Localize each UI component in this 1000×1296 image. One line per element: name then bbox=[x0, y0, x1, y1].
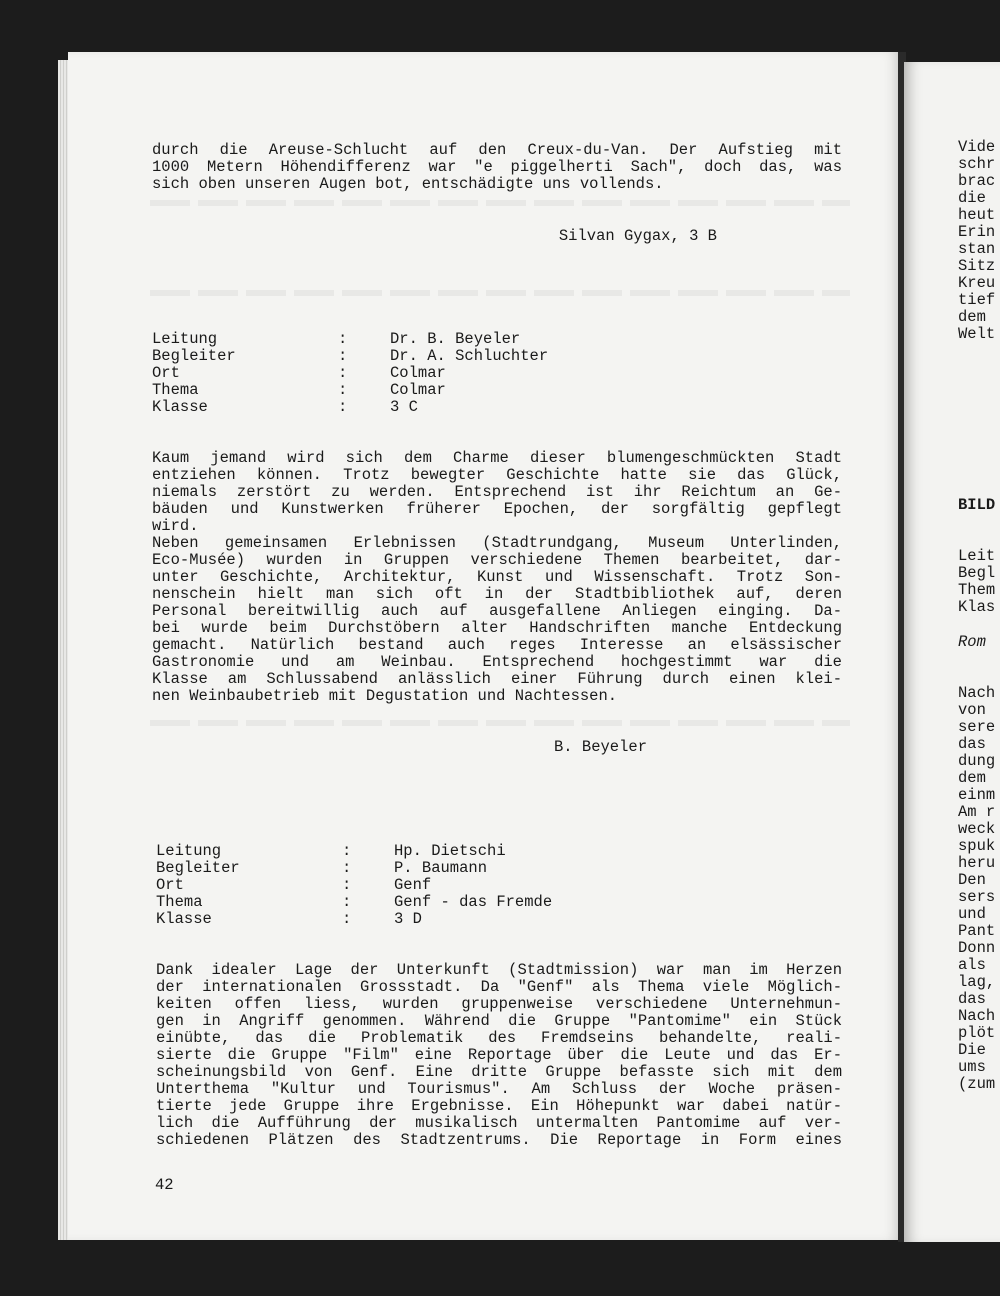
text-line: scheinungsbild von Genf. Eine dritte Gruppe befasste sich mit dem bbox=[156, 1063, 842, 1081]
meta-label: Begleiter bbox=[156, 859, 240, 877]
text-fragment: dem bbox=[958, 769, 986, 787]
text-line: unter Geschichte, Architektur, Kunst und Wissenschaft. Trotz Son- bbox=[152, 568, 842, 586]
text-fragment: Kreu bbox=[958, 274, 996, 292]
text-line: entziehen können. Trotz bewegter Geschichte hatte sie das Glück, bbox=[152, 466, 842, 484]
meta-colon: : bbox=[338, 381, 348, 399]
signature-beyeler bbox=[152, 739, 647, 756]
show-through-texture bbox=[150, 290, 850, 296]
text-line: der internationalen Grossstadt. Da "Genf" als Thema viele Möglich- bbox=[156, 978, 842, 996]
text-line: nenschein hielt man sich oft in der Stadtbibliothek auf, deren bbox=[152, 585, 842, 603]
text-line: einübte, das die Problematik des Fremdseins behandelte, reali- bbox=[156, 1029, 842, 1047]
meta-value: Colmar bbox=[390, 364, 446, 382]
page-number: 42 bbox=[155, 1176, 174, 1194]
intro-paragraph bbox=[152, 142, 842, 193]
text-fragment: dem bbox=[958, 308, 986, 326]
text-fragment: Nach bbox=[958, 1007, 996, 1025]
meta-colon: : bbox=[338, 330, 348, 348]
text-fragment: plöt bbox=[958, 1024, 996, 1042]
text-fragment: Them bbox=[958, 581, 996, 599]
text-line: niemals zerstört zu werden. Entsprechend ist ihr Reichtum an Ge- bbox=[152, 483, 842, 501]
text-line: Gastronomie und am Weinbau. Entsprechend hochgestimmt war die bbox=[152, 653, 842, 671]
text-fragment: schr bbox=[958, 155, 996, 173]
text-fragment: das bbox=[958, 735, 986, 753]
meta-value: Hp. Dietschi bbox=[394, 842, 506, 860]
meta-value: Dr. B. Beyeler bbox=[390, 330, 521, 348]
text-fragment: das bbox=[958, 990, 986, 1008]
text-fragment: tief bbox=[958, 291, 996, 309]
text-fragment: spuk bbox=[958, 837, 996, 855]
meta-label: Ort bbox=[156, 876, 184, 894]
meta-colon: : bbox=[338, 364, 348, 382]
text-line: keiten offen liess, wurden gruppenweise verschiedene Unternehmun- bbox=[156, 995, 842, 1013]
text-fragment: (zum bbox=[958, 1075, 996, 1093]
meta-value: 3 C bbox=[390, 398, 418, 416]
text-fragment: heru bbox=[958, 854, 996, 872]
text-fragment: Begl bbox=[958, 564, 996, 582]
text-fragment: sers bbox=[958, 888, 996, 906]
right-page-meta bbox=[958, 548, 995, 616]
text-line: Personal bereitwillig auch auf ausgefallene Anliegen einging. Da- bbox=[152, 602, 842, 620]
text-fragment: als bbox=[958, 956, 986, 974]
text-fragment: und bbox=[958, 905, 986, 923]
text-line: Eco-Musée) wurden in Gruppen verschiedene Themen bearbeitet, dar- bbox=[152, 551, 842, 569]
text-fragment: ums bbox=[958, 1058, 986, 1076]
text-fragment: Den bbox=[958, 871, 986, 889]
text-fragment: heut bbox=[958, 206, 996, 224]
meta-value: Genf - das Fremde bbox=[394, 893, 553, 911]
meta-value: Dr. A. Schluchter bbox=[390, 347, 549, 365]
meta-value: 3 D bbox=[394, 910, 422, 928]
colmar-meta-table bbox=[152, 331, 842, 416]
text-line: wird. bbox=[152, 517, 199, 535]
text-line: sich oben unseren Augen bot, entschädigte uns vollends. bbox=[152, 175, 664, 193]
show-through-texture bbox=[150, 720, 850, 726]
meta-row-thema bbox=[156, 894, 846, 911]
text-line: Klasse am Schlussabend anlässlich einer Führung durch einen klei- bbox=[152, 670, 842, 688]
meta-value: Genf bbox=[394, 876, 432, 894]
meta-label: Thema bbox=[156, 893, 203, 911]
genf-body bbox=[156, 962, 842, 1149]
show-through-texture bbox=[150, 200, 850, 206]
text-fragment: Welt bbox=[958, 325, 996, 343]
signature-text: B. Beyeler bbox=[553, 738, 647, 756]
text-line: gemacht. Natürlich bestand auch reges Interesse an elsässischer bbox=[152, 636, 842, 654]
text-fragment: Die bbox=[958, 1041, 986, 1059]
text-fragment: brac bbox=[958, 172, 996, 190]
meta-colon: : bbox=[342, 876, 352, 894]
text-line: 1000 Metern Höhendifferenz war "e piggelherti Sach", doch das, was bbox=[152, 158, 842, 176]
colmar-body bbox=[152, 450, 842, 705]
text-fragment: dung bbox=[958, 752, 996, 770]
meta-label: Thema bbox=[152, 381, 199, 399]
text-line: durch die Areuse-Schlucht auf den Creux-du-Van. Der Aufstieg mit bbox=[152, 141, 842, 159]
text-fragment: von bbox=[958, 701, 986, 719]
meta-colon: : bbox=[342, 859, 352, 877]
meta-label: Leitung bbox=[156, 842, 222, 860]
text-line: lich die Aufführung der musikalisch untermalten Pantomime auf ver- bbox=[156, 1114, 842, 1132]
meta-row-leitung bbox=[152, 331, 842, 348]
text-fragment: weck bbox=[958, 820, 996, 838]
text-line: sierte die Gruppe "Film" eine Reportage über die Leute und das Er- bbox=[156, 1046, 842, 1064]
meta-row-thema bbox=[152, 382, 842, 399]
text-line: bäuden und Kunstwerken früherer Epochen, der sorgfältig gepflegt bbox=[152, 500, 842, 518]
text-fragment: Leit bbox=[958, 547, 996, 565]
heading-fragment: BILD bbox=[958, 496, 996, 514]
text-line: schiedenen Plätzen des Stadtzentrums. Die Reportage in Form eines bbox=[156, 1131, 842, 1149]
text-fragment: Klas bbox=[958, 598, 996, 616]
meta-value: Colmar bbox=[390, 381, 446, 399]
genf-meta-table bbox=[156, 843, 846, 928]
text-fragment: Pant bbox=[958, 922, 996, 940]
text-fragment: einm bbox=[958, 786, 996, 804]
text-line: Unterthema "Kultur und Tourismus". Am Schluss der Woche präsen- bbox=[156, 1080, 842, 1098]
text-line: Dank idealer Lage der Unterkunft (Stadtmission) war man im Herzen bbox=[156, 961, 842, 979]
text-line: nen Weinbaubetrieb mit Degustation und Nachtessen. bbox=[152, 687, 618, 705]
right-page-italic bbox=[958, 634, 986, 651]
meta-label: Klasse bbox=[152, 398, 208, 416]
meta-label: Begleiter bbox=[152, 347, 236, 365]
text-line: Kaum jemand wird sich dem Charme dieser blumengeschmückten Stadt bbox=[152, 449, 842, 467]
meta-colon: : bbox=[342, 910, 352, 928]
text-line: tierte jede Gruppe ihre Ergebnisse. Ein Höhepunkt war dabei natür- bbox=[156, 1097, 842, 1115]
text-fragment: stan bbox=[958, 240, 996, 258]
text-fragment: lag, bbox=[958, 973, 996, 991]
text-line: gen in Angriff genommen. Während die Gruppe "Pantomime" ein Stück bbox=[156, 1012, 842, 1030]
meta-value: P. Baumann bbox=[394, 859, 488, 877]
meta-colon: : bbox=[342, 842, 352, 860]
meta-row-begleiter bbox=[156, 860, 846, 877]
meta-colon: : bbox=[342, 893, 352, 911]
meta-label: Klasse bbox=[156, 910, 212, 928]
text-fragment: Nach bbox=[958, 684, 996, 702]
text-fragment: Donn bbox=[958, 939, 996, 957]
meta-row-begleiter bbox=[152, 348, 842, 365]
text-line: Neben gemeinsamen Erlebnissen (Stadtrundgang, Museum Unterlinden, bbox=[152, 534, 842, 552]
meta-row-klasse bbox=[156, 911, 846, 928]
signature-gygax bbox=[152, 228, 717, 245]
text-fragment: Vide bbox=[958, 138, 996, 156]
meta-label: Ort bbox=[152, 364, 180, 382]
text-fragment: die bbox=[958, 189, 986, 207]
text-fragment: sere bbox=[958, 718, 996, 736]
signature-text: Silvan Gygax, 3 B bbox=[558, 227, 717, 245]
meta-colon: : bbox=[338, 398, 348, 416]
text-line: bei wurde beim Durchstöbern alter Handschriften manche Entdeckung bbox=[152, 619, 842, 637]
meta-label: Leitung bbox=[152, 330, 218, 348]
text-fragment: Rom bbox=[958, 633, 986, 651]
right-page-heading bbox=[958, 497, 995, 514]
meta-row-klasse bbox=[152, 399, 842, 416]
meta-row-ort bbox=[152, 365, 842, 382]
text-fragment: Am r bbox=[958, 803, 996, 821]
text-fragment: Erin bbox=[958, 223, 996, 241]
text-fragment: Sitz bbox=[958, 257, 996, 275]
right-page-column-bottom bbox=[958, 685, 995, 1093]
meta-row-ort bbox=[156, 877, 846, 894]
right-page-column-top bbox=[958, 139, 995, 343]
meta-colon: : bbox=[338, 347, 348, 365]
meta-row-leitung bbox=[156, 843, 846, 860]
